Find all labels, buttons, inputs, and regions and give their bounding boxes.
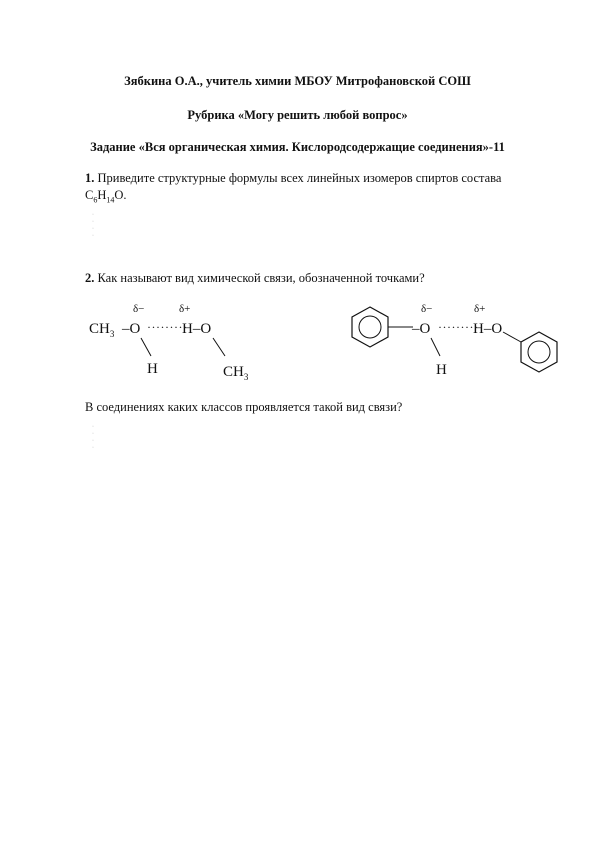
delta-plus-label: δ+ — [179, 303, 191, 315]
ch3-left: $CH_3$ — [89, 321, 115, 339]
question-2-number: 2. — [85, 271, 95, 285]
formula-o: O. — [114, 188, 127, 202]
bond-o-ch3-down — [213, 338, 225, 356]
question-2-text: Как называют вид химической связи, обозначенной точками? — [97, 271, 425, 285]
bond-o-h-down — [141, 338, 151, 356]
question-1 — [85, 171, 501, 186]
formula-h-sub: 14 — [106, 195, 115, 205]
delta-plus-label-right: δ+ — [474, 303, 486, 315]
formula-c: C — [85, 188, 94, 202]
question-1-formula — [85, 188, 127, 205]
h-bottom: H — [147, 361, 158, 377]
delta-minus-label: δ− — [133, 303, 145, 315]
h-bottom-right: H — [436, 362, 447, 378]
answer-space-1: · · · · — [92, 212, 94, 239]
delta-minus-label-right: δ− — [421, 303, 433, 315]
question-2-followup: В соединениях каких классов проявляется такой вид связи? — [85, 400, 403, 414]
rubric-line: Рубрика «Могу решить любой вопрос» — [187, 108, 408, 122]
h-o-right: H–O — [182, 321, 212, 337]
bond-o-ring-right — [503, 332, 521, 342]
hydrogen-bond-dots-right: ········· — [438, 320, 479, 334]
benzene-ring-right — [521, 332, 557, 372]
formula-h: H — [97, 188, 107, 202]
formula-c-sub: 6 — [93, 195, 98, 205]
hydrogen-bond-dots: ········· — [147, 320, 188, 334]
phenol-hydrogen-bond-diagram — [345, 298, 585, 388]
question-2 — [85, 271, 425, 286]
h-o-right-2: H–O — [473, 321, 503, 337]
question-1-text: Приведите структурные формулы всех линейных изомеров спиртов состава — [97, 171, 502, 185]
task-title: Задание «Вся органическая химия. Кислородсодержащие соединения»-11 — [90, 140, 505, 154]
question-1-number: 1. — [85, 171, 95, 185]
benzene-ring-left — [352, 307, 388, 347]
author-line: Зябкина О.А., учитель химии МБОУ Митрофановской СОШ — [124, 74, 471, 88]
methanol-hydrogen-bond-diagram — [85, 298, 285, 388]
bond-o-h-down-right — [431, 338, 440, 356]
answer-space-2: · · · · — [92, 424, 94, 451]
oxygen-center: –O — [412, 321, 431, 337]
oxygen-left: –O — [122, 321, 141, 337]
ch3-bottom: $CH_3$ — [223, 364, 249, 382]
